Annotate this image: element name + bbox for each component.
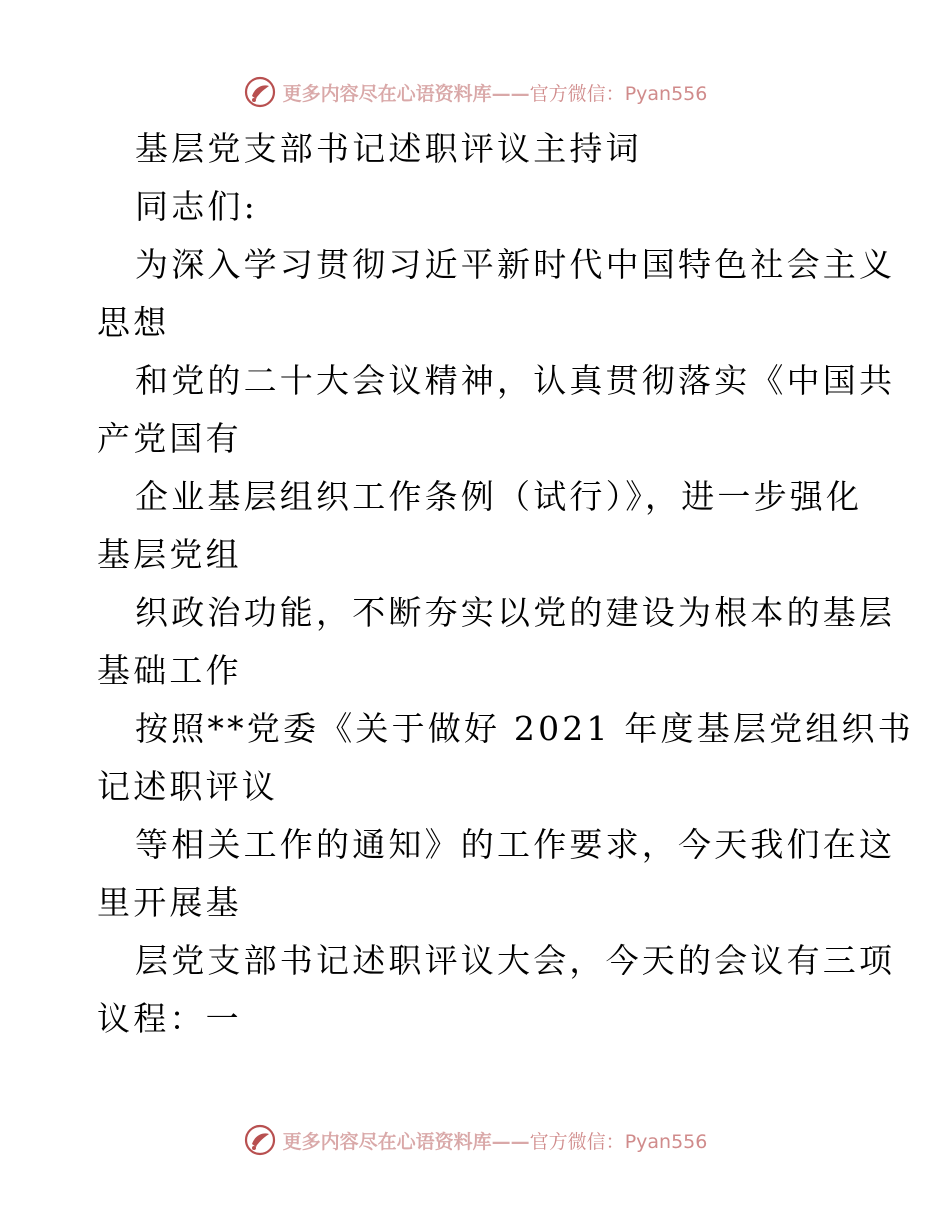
paragraph-line: 基础工作: [97, 651, 242, 690]
paragraph-line: 为深入学习贯彻习近平新时代中国特色社会主义: [135, 245, 896, 284]
paragraph-line: 产党国有: [97, 419, 242, 458]
document-title: 基层党支部书记述职评议主持词: [135, 129, 642, 168]
footer-watermark: [0, 1120, 950, 1160]
paragraph-line: 记述职评议: [97, 767, 278, 806]
paragraph-line: 等相关工作的通知》的工作要求，今天我们在这: [135, 825, 896, 864]
paragraph-line: 按照**党委《关于做好 2021 年度基层党组织书: [135, 709, 914, 748]
watermark-text: 更多内容尽在心语资料库——官方微信：Pyan556: [282, 82, 708, 105]
paragraph-line: 企业基层组织工作条例（试行）》，进一步强化: [135, 477, 863, 516]
salutation: 同志们:: [135, 187, 258, 226]
header-watermark: [0, 72, 950, 112]
paragraph-line: 思想: [97, 303, 170, 342]
brand-logo-icon: [243, 1123, 277, 1157]
watermark-text: 更多内容尽在心语资料库——官方微信：Pyan556: [282, 1130, 708, 1153]
paragraph-line: 基层党组: [97, 535, 242, 574]
paragraph-line: 里开展基: [97, 883, 242, 922]
paragraph-line: 织政治功能，不断夯实以党的建设为根本的基层: [135, 593, 896, 632]
paragraph-line: 和党的二十大会议精神，认真贯彻落实《中国共: [135, 361, 896, 400]
paragraph-line: 议程：一: [97, 999, 242, 1038]
paragraph-line: 层党支部书记述职评议大会，今天的会议有三项: [135, 941, 896, 980]
brand-logo-icon: [243, 75, 277, 109]
document-body: [97, 120, 914, 1048]
